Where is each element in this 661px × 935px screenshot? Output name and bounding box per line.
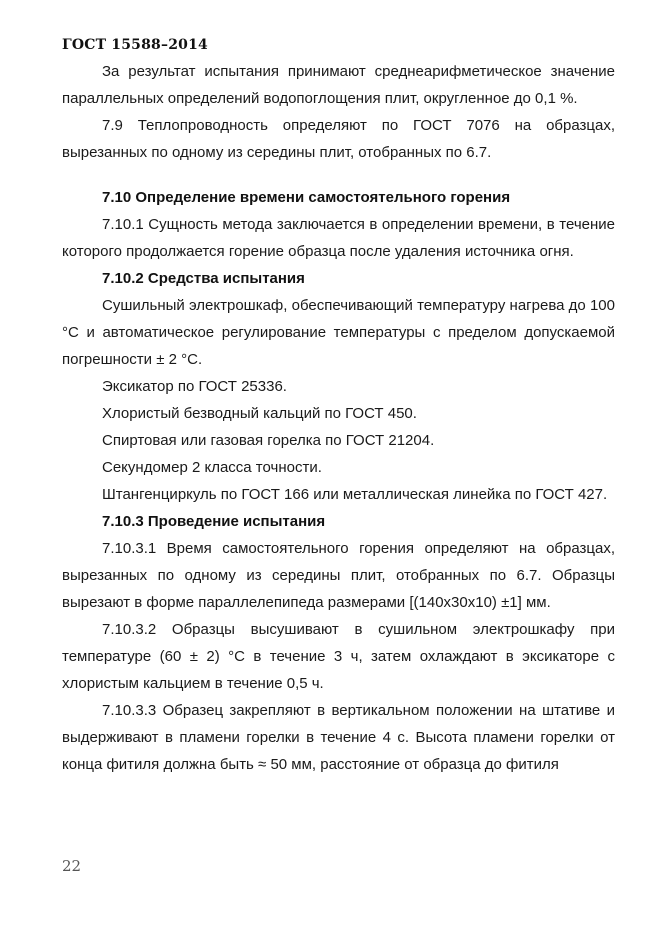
standard-header: ГОСТ 15588–2014	[62, 37, 208, 53]
paragraph-stopwatch: Секундомер 2 класса точности.	[102, 459, 322, 476]
paragraph-result-water-absorption: За результат испытания принимают среднеарифметическое значение параллельных определений водопоглощения плит, округленное до 0,1 %.	[62, 63, 615, 107]
paragraph-7-10-1-method-essence: 7.10.1 Сущность метода заключается в определении времени, в течение которого продолжается горение образца после удаления источника огня.	[62, 216, 615, 260]
paragraph-calcium-chloride: Хлористый безводный кальций по ГОСТ 450.	[102, 405, 417, 422]
paragraph-7-9-thermal-conductivity: 7.9 Теплопроводность определяют по ГОСТ 7076 на образцах, вырезанных по одному из середины плит, отобранных по 6.7.	[62, 117, 615, 161]
paragraph-7-10-3-1: 7.10.3.1 Время самостоятельного горения определяют на образцах, вырезанных по одному из середины плит, отобранных по 6.7. Образцы вырезают в форме параллелепипеда размерами [(140х30х10) ±1] мм.	[62, 540, 615, 611]
paragraph-7-10-3-3: 7.10.3.3 Образец закрепляют в вертикальном положении на штативе и выдерживают в пламени горелки в течение 4 с. Высота пламени горелки от конца фитиля должна быть ≈ 50 мм, расстояние от образца до фитиля	[62, 702, 615, 773]
paragraph-7-10-3-2: 7.10.3.2 Образцы высушивают в сушильном электрошкафу при температуре (60 ± 2) °С в течение 3 ч, затем охлаждают в эксикаторе с хлористым кальцием в течение 0,5 ч.	[62, 621, 615, 692]
section-heading-7-10-3: 7.10.3 Проведение испытания	[102, 513, 326, 530]
paragraph-drying-cabinet: Сушильный электрошкаф, обеспечивающий температуру нагрева до 100 °С и автоматическое регулирование температуры с пределом допускаемой погрешности ± 2 °С.	[62, 297, 615, 368]
page-number: 22	[62, 857, 82, 875]
document-body	[62, 58, 615, 778]
section-heading-7-10-2: 7.10.2 Средства испытания	[102, 270, 305, 287]
paragraph-desiccator: Эксикатор по ГОСТ 25336.	[102, 378, 287, 395]
paragraph-caliper: Штангенциркуль по ГОСТ 166 или металлическая линейка по ГОСТ 427.	[102, 486, 608, 503]
paragraph-burner: Спиртовая или газовая горелка по ГОСТ 21204.	[102, 432, 435, 449]
section-heading-7-10: 7.10 Определение времени самостоятельного горения	[102, 189, 511, 206]
